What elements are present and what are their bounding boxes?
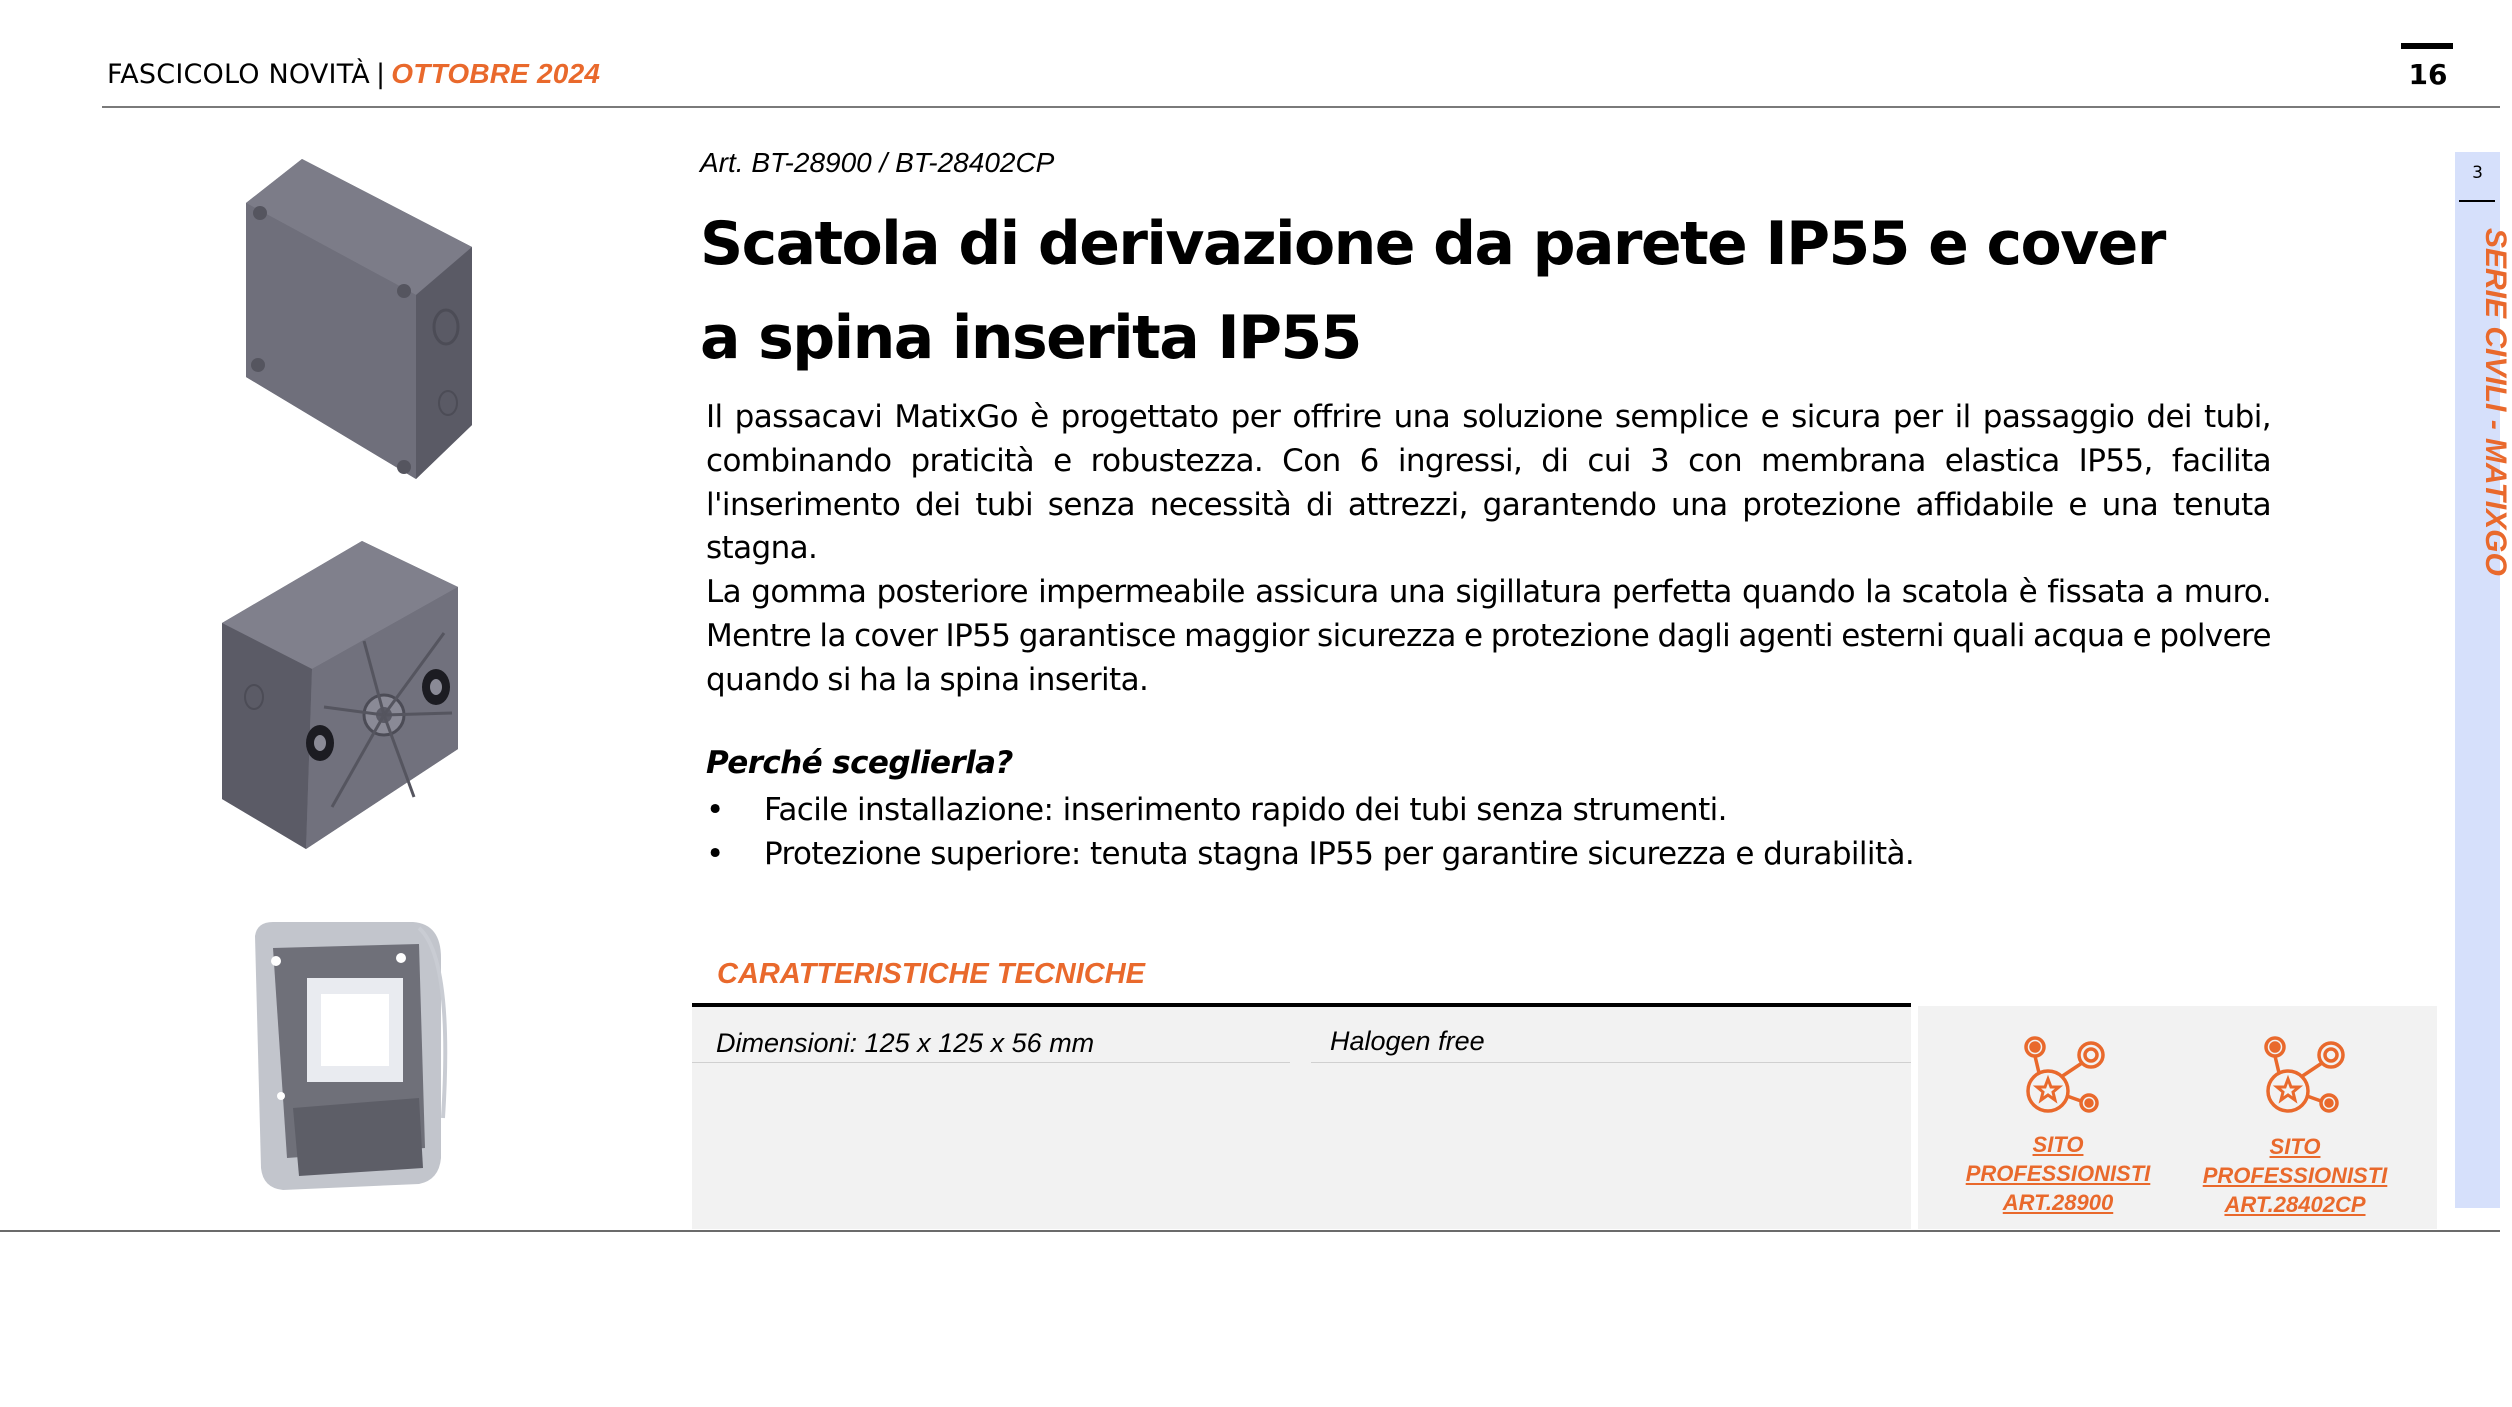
spec-divider [1311, 1062, 1911, 1063]
header-month: OTTOBRE 2024 [391, 58, 601, 89]
link-line[interactable]: ART.28402CP [2224, 1192, 2366, 1217]
description-paragraph: Il passacavi MatixGo è progettato per offrire una soluzione semplice e sicura per il passaggio dei tubi, combinando praticità e robustezza. Con 6 ingressi, di cui 3 con membrana elastica IP55, facilita l'inserimento dei tubi senza necessità di attrezzi, garantendo una protezione affidabile e una tenuta stagna. [706, 399, 2271, 567]
link-line[interactable]: SITO [2269, 1134, 2321, 1159]
junction-box-front-image [228, 155, 488, 485]
benefits-list [706, 788, 1914, 876]
benefit-item: • Facile installazione: inserimento rapido dei tubi senza strumenti. [706, 788, 1914, 832]
side-tab-label: SERIE CIVILI - MATIXGO [2479, 228, 2512, 576]
product-title: Scatola di derivazione da parete IP55 e cover a spina inserita IP55 [700, 209, 2165, 373]
socket-cover-image [243, 918, 453, 1198]
article-code: Art. BT-28900 / BT-28402CP [700, 147, 1055, 178]
specs-top-rule [692, 1003, 1911, 1007]
professional-site-link-28402cp[interactable] [2185, 1132, 2405, 1219]
benefit-item: • Protezione superiore: tenuta stagna IP55 per garantire sicurezza e durabilità. [706, 832, 1914, 876]
header-divider [102, 106, 2500, 108]
description-paragraph: La gomma posteriore impermeabile assicura una sigillatura perfetta quando la scatola è fissata a muro. Mentre la cover IP55 garantisce maggior sicurezza e protezione dagli agenti esterni quali acqua e polvere quando si ha la spina inserita. [706, 574, 2271, 698]
header-section-label: FASCICOLO NOVITÀ [107, 59, 370, 90]
spec-divider [692, 1062, 1290, 1063]
link-line[interactable]: PROFESSIONISTI [2202, 1163, 2388, 1188]
professional-site-link-28900[interactable] [1948, 1130, 2168, 1217]
spec-halogen-free: Halogen free [1330, 1026, 1485, 1056]
link-line[interactable]: SITO [2032, 1132, 2084, 1157]
link-line[interactable]: ART.28900 [2002, 1190, 2114, 1215]
page-number: 16 [2408, 58, 2448, 91]
link-line[interactable]: PROFESSIONISTI [1965, 1161, 2151, 1186]
side-tab-number: 3 [2472, 163, 2483, 183]
why-heading: Perché sceglierla? [706, 745, 1013, 781]
product-description [706, 396, 2271, 703]
specs-heading: CARATTERISTICHE TECNICHE [717, 958, 1146, 990]
network-star-icon [2261, 1033, 2349, 1125]
junction-box-rear-image [214, 537, 474, 857]
network-star-icon [2021, 1033, 2109, 1125]
page-number-tick [2401, 43, 2453, 49]
side-tab-divider [2459, 200, 2495, 202]
header-section [107, 58, 600, 90]
footer-divider [0, 1230, 2500, 1232]
header-separator: | [375, 59, 386, 90]
spec-dimensions: Dimensioni: 125 x 125 x 56 mm [716, 1028, 1095, 1058]
